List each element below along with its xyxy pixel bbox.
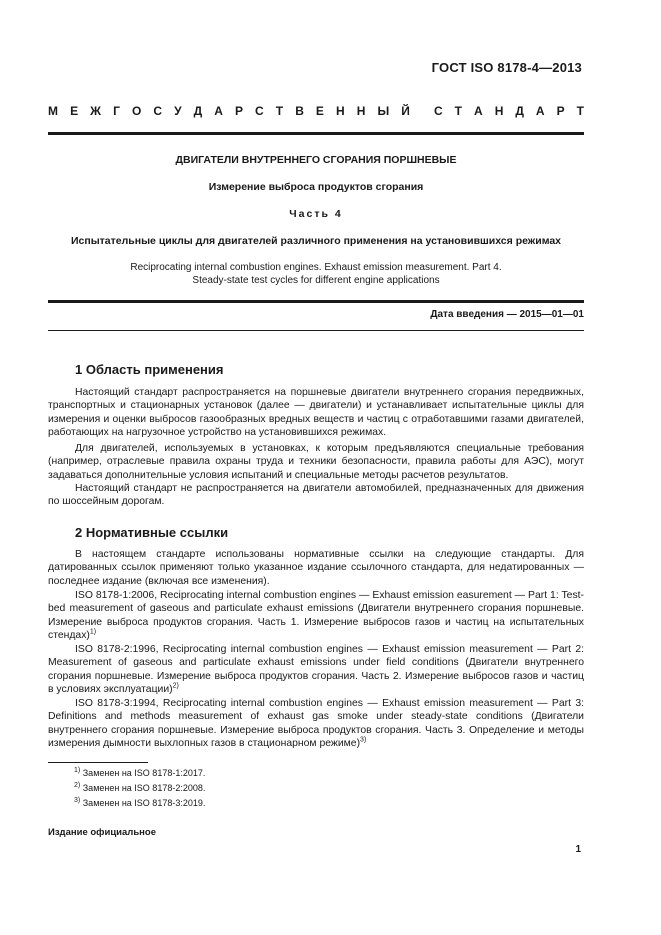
banner-letter: О	[131, 104, 142, 118]
footnote-2-text: Заменен на ISO 8178-2:2008.	[82, 783, 206, 793]
banner-letter: У	[174, 104, 182, 118]
banner-letter: Е	[315, 104, 324, 118]
banner-letter: Ж	[90, 104, 101, 118]
reference-1-text: ISO 8178-1:2006, Reciprocating internal combustion engines — Exhaust emission easurement — Part 1: Test-bed measurement of gaseous and particulate exhaust emissions (Двигатели внутреннего сгорания поршневые. Измерение выброса продуктов сгорания. Часть 1. Измерение выбросов газов и частиц на испытательных стендах)	[48, 590, 584, 641]
title-main: ДВИГАТЕЛИ ВНУТРЕННЕГО СГОРАНИЯ ПОРШНЕВЫЕ	[175, 154, 457, 166]
banner-letter: Г	[113, 104, 120, 118]
footnote-separator	[48, 762, 148, 763]
date-rule	[48, 330, 584, 331]
title-english	[48, 261, 584, 287]
banner-letter: Т	[576, 104, 584, 118]
banner-letter: Д	[193, 104, 203, 118]
official-edition-label: Издание официальное	[48, 827, 156, 838]
banner-letter: С	[255, 104, 264, 118]
header-rule	[48, 132, 584, 135]
footnote-3-mark: 3)	[74, 797, 81, 804]
title-part: Часть 4	[289, 208, 343, 220]
banner-letter: Т	[454, 104, 463, 118]
banner-letter: Е	[70, 104, 79, 118]
reference-iso-8178-3	[48, 697, 584, 750]
footnote-2	[74, 782, 205, 793]
banner-letter: М	[48, 104, 58, 118]
section-1-paragraph-2: Для двигателей, используемых в установках, к которым предъявляются специальные требования (например, отраслевые правила охраны труда и техники безопасности, правила работы для АЭС), могут задаваться дополнительные условия испытаний и специальные методы расчетов результатов.	[48, 443, 584, 481]
section-1-heading: 1 Область применения	[75, 362, 224, 377]
title-subtitle: Измерение выброса продуктов сгорания	[208, 181, 424, 193]
banner-letter: Й	[401, 104, 410, 118]
interstate-standard-banner	[48, 104, 584, 118]
banner-word-interstate	[48, 104, 410, 118]
footnote-2-mark: 2)	[74, 782, 81, 789]
banner-letter: Д	[515, 104, 524, 118]
banner-letter: А	[535, 104, 545, 118]
reference-3-footnote-mark: 3)	[360, 736, 367, 744]
reference-iso-8178-2	[48, 643, 584, 696]
reference-iso-8178-1	[48, 589, 584, 642]
page-number: 1	[575, 844, 581, 855]
section-2-paragraph-1: В настоящем стандарте использованы нормативные ссылки на следующие стандарты. Для датированных ссылок применяют только указанное издание ссылочного стандарта, для недатированных — последнее издание (включая все изменения).	[48, 549, 584, 587]
banner-letter: С	[153, 104, 163, 118]
title-english-line1: Reciprocating internal combustion engines. Exhaust emission measurement. Part 4.	[130, 262, 502, 273]
banner-letter: Ы	[377, 104, 390, 118]
reference-2-text: ISO 8178-2:1996, Reciprocating internal combustion engines — Exhaust emission measurement — Part 2: Measurement of gaseous and particulate exhaust emissions under field conditions (Двигатели внутреннего сгорания поршневые. Измерение выброса продуктов сгорания. Часть 2. Измерение выбросов газов и частиц в условиях эксплуатации)	[48, 644, 584, 695]
title-cycles: Испытательные циклы для двигателей различного применения на установившихся режимах	[70, 235, 562, 247]
footnote-1-mark: 1)	[74, 767, 81, 774]
section-1-paragraph-1: Настоящий стандарт распространяется на поршневые двигатели внутреннего сгорания передвижных, транспортных и стационарных установок (далее — двигатели) и устанавливает испытательные циклы для измерения и оценки выбросов газообразных вредных веществ и частиц с отработавшими газами двигателей, работающих на нагрузочное устройство на установившихся режимах.	[48, 387, 584, 438]
banner-letter: В	[295, 104, 304, 118]
title-rule	[48, 300, 584, 303]
reference-1-footnote-mark: 1)	[89, 628, 97, 636]
document-number: ГОСТ ISO 8178-4—2013	[431, 60, 582, 75]
banner-letter: С	[434, 104, 443, 118]
footnote-3-text: Заменен на ISO 8178-3:2019.	[82, 798, 206, 808]
section-1-paragraph-3: Настоящий стандарт не распространяется на двигатели автомобилей, предназначенных для движения по шоссейным дорогам.	[48, 483, 584, 508]
footnote-3	[74, 797, 205, 808]
banner-letter: Н	[494, 104, 504, 118]
banner-letter: Т	[275, 104, 284, 118]
reference-2-footnote-mark: 2)	[172, 682, 179, 690]
title-english-line2: Steady-state test cycles for different engine applications	[192, 275, 440, 286]
banner-letter: А	[474, 104, 483, 118]
footnote-1-text: Заменен на ISO 8178-1:2017.	[82, 768, 206, 778]
banner-letter: Р	[234, 104, 243, 118]
footnote-1	[74, 767, 205, 778]
banner-letter: Р	[556, 104, 565, 118]
banner-letter: А	[214, 104, 223, 118]
banner-letter: Н	[336, 104, 345, 118]
reference-3-text: ISO 8178-3:1994, Reciprocating internal combustion engines — Exhaust emission measurement — Part 3: Definitions and methods measurement of exhaust gas smoke under steady-state conditions (Двигатели внутреннего сгорания поршневые. Измерение выброса продуктов сгорания. Часть 3. Определение и методы измерения дымности выхлопных газов в стационарном режиме)	[48, 698, 584, 749]
introduction-date: Дата введения — 2015—01—01	[430, 309, 584, 320]
banner-letter: Н	[356, 104, 366, 118]
banner-word-standard	[434, 104, 584, 118]
section-2-heading: 2 Нормативные ссылки	[75, 525, 229, 540]
